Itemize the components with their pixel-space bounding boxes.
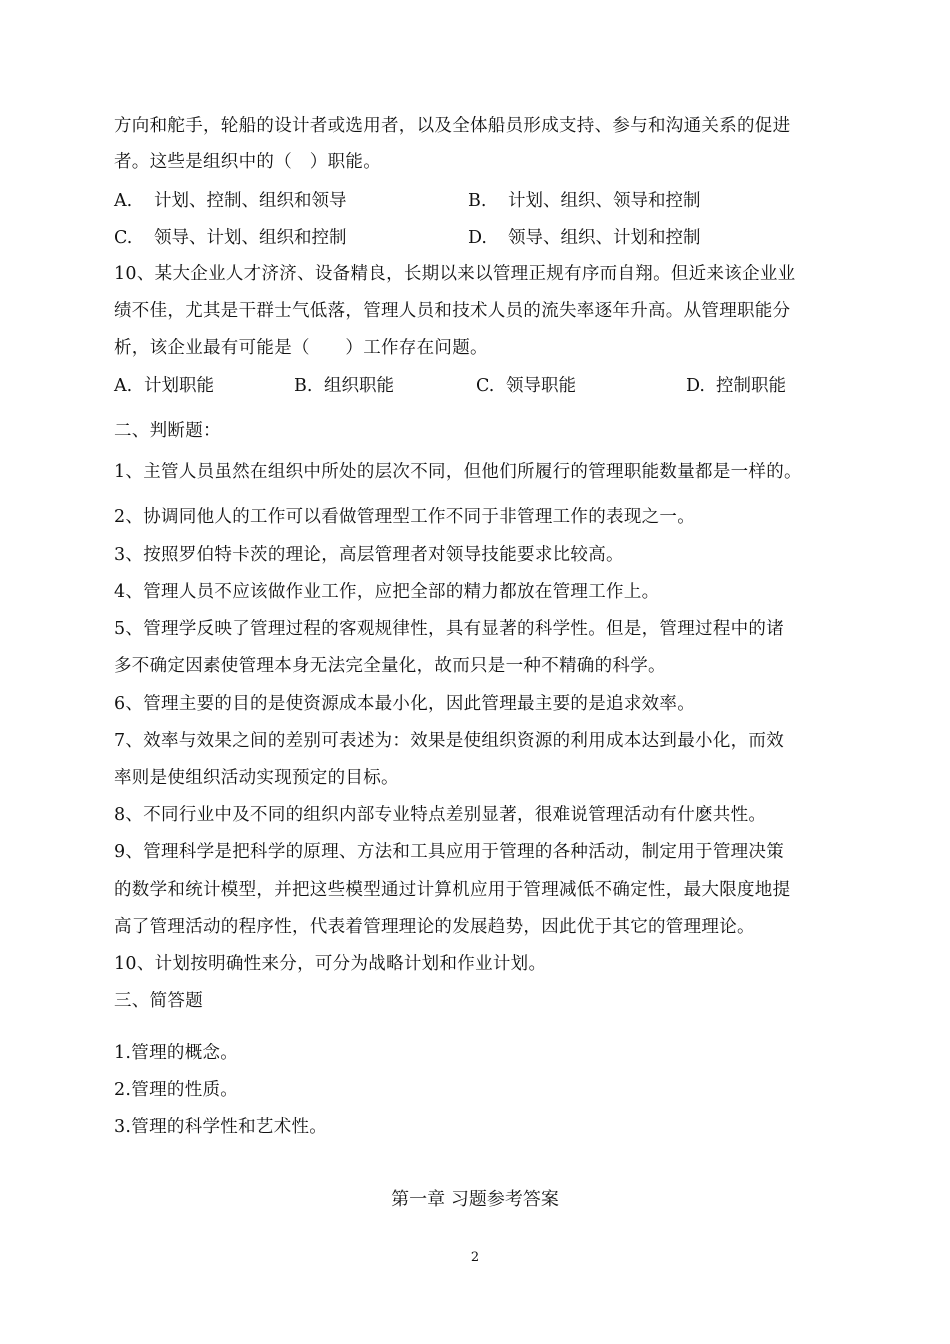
option-text: 组织职能 <box>324 376 394 396</box>
option-text: 计划、组织、领导和控制 <box>508 191 701 211</box>
short-answer-item: 2.管理的性质。 <box>114 1080 239 1100</box>
q10-option-a <box>114 374 214 398</box>
option-label: A. <box>114 191 133 211</box>
q9-option-c <box>114 226 347 250</box>
chapter-title: 第一章 习题参考答案 <box>391 1189 559 1210</box>
q9-option-b <box>468 189 701 213</box>
short-answer-item: 1.管理的概念。 <box>114 1043 239 1063</box>
tf-line: 多不确定因素使管理本身无法完全量化，故而只是一种不精确的科学。 <box>114 656 666 676</box>
q10-line-1: 10、某大企业人才济济、设备精良，长期以来以管理正规有序而自翔。但近来该企业业 <box>114 264 796 284</box>
tf-line: 8、不同行业中及不同的组织内部专业特点差别显著，很难说管理活动有什麽共性。 <box>114 805 767 825</box>
q10-line-2: 绩不佳，尤其是干群士气低落，管理人员和技术人员的流失率逐年升高。从管理职能分 <box>114 301 791 321</box>
option-label: D. <box>686 376 705 396</box>
option-label: C. <box>114 228 133 248</box>
tf-line: 6、管理主要的目的是使资源成本最小化，因此管理最主要的是追求效率。 <box>114 694 696 714</box>
tf-line: 高了管理活动的程序性，代表着管理理论的发展趋势，因此优于其它的管理理论。 <box>114 917 755 937</box>
q9-line-1: 方向和舵手，轮船的设计者或选用者，以及全体船员形成支持、参与和沟通关系的促进 <box>114 116 791 136</box>
tf-line: 10、计划按明确性来分，可分为战略计划和作业计划。 <box>114 954 547 974</box>
option-label: B. <box>294 376 313 396</box>
page-number: 2 <box>470 1250 480 1265</box>
option-text: 领导职能 <box>506 376 576 396</box>
q10-option-b <box>294 374 394 398</box>
tf-line: 4、管理人员不应该做作业工作，应把全部的精力都放在管理工作上。 <box>114 582 660 602</box>
option-text: 领导、计划、组织和控制 <box>154 228 347 248</box>
tf-line: 率则是使组织活动实现预定的目标。 <box>114 768 399 788</box>
tf-line: 9、管理科学是把科学的原理、方法和工具应用于管理的各种活动，制定用于管理决策 <box>114 842 785 862</box>
option-text: 计划、控制、组织和领导 <box>154 191 347 211</box>
short-answer-item: 3.管理的科学性和艺术性。 <box>114 1117 328 1137</box>
option-label: D. <box>468 228 487 248</box>
section-heading-true-false: 二、判断题： <box>114 421 221 441</box>
tf-line: 1、主管人员虽然在组织中所处的层次不同，但他们所履行的管理职能数量都是一样的。 <box>114 462 802 482</box>
tf-line: 7、效率与效果之间的差别可表述为：效果是使组织资源的利用成本达到最小化，而效 <box>114 731 785 751</box>
q9-line-2: 者。这些是组织中的（ ）职能。 <box>114 152 381 172</box>
q9-option-a <box>114 189 347 213</box>
section-heading-short-answer: 三、简答题 <box>114 991 203 1011</box>
tf-line: 5、管理学反映了管理过程的客观规律性，具有显著的科学性。但是，管理过程中的诸 <box>114 619 785 639</box>
tf-line: 3、按照罗伯特卡茨的理论，高层管理者对领导技能要求比较高。 <box>114 545 624 565</box>
q10-option-d <box>686 374 786 398</box>
option-text: 计划职能 <box>144 376 214 396</box>
tf-line: 2、协调同他人的工作可以看做管理型工作不同于非管理工作的表现之一。 <box>114 507 696 527</box>
option-text: 控制职能 <box>716 376 786 396</box>
option-label: C. <box>476 376 495 396</box>
q9-option-d <box>468 226 701 250</box>
q10-line-3: 析，该企业最有可能是（ ）工作存在问题。 <box>114 338 488 358</box>
tf-line: 的数学和统计模型，并把这些模型通过计算机应用于管理减低不确定性，最大限度地提 <box>114 880 791 900</box>
option-label: B. <box>468 191 487 211</box>
option-text: 领导、组织、计划和控制 <box>508 228 701 248</box>
option-label: A. <box>114 376 133 396</box>
q10-option-c <box>476 374 576 398</box>
